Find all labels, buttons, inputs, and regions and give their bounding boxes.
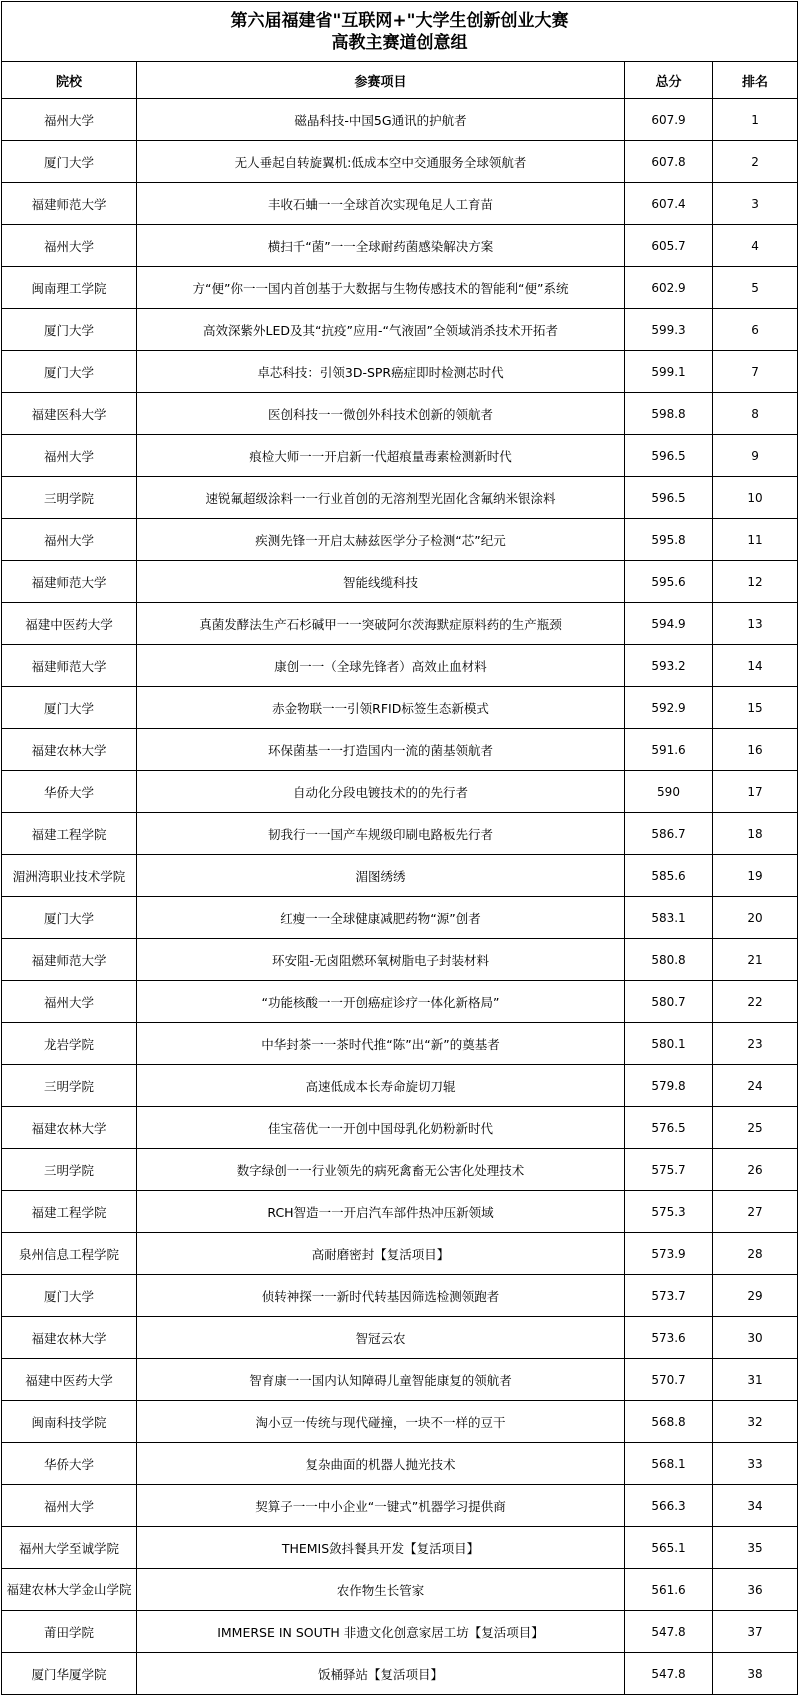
score-cell: 583.1 [625,897,713,939]
score-cell: 602.9 [625,267,713,309]
school-cell: 华侨大学 [2,1443,137,1485]
project-cell: 自动化分段电镀技术的的先行者 [137,771,625,813]
score-cell: 607.8 [625,141,713,183]
rank-cell: 21 [713,939,798,981]
school-cell: 华侨大学 [2,771,137,813]
table-row [2,939,798,981]
header-score: 总分 [625,62,713,99]
table-title [2,2,798,62]
rank-cell: 27 [713,1191,798,1233]
project-cell: RCH智造一一开启汽车部件热冲压新领域 [137,1191,625,1233]
score-cell: 599.3 [625,309,713,351]
project-cell: 高耐磨密封【复活项目】 [137,1233,625,1275]
school-cell: 厦门大学 [2,351,137,393]
rank-cell: 9 [713,435,798,477]
school-cell: 福州大学 [2,99,137,141]
rank-cell: 3 [713,183,798,225]
school-cell: 福建师范大学 [2,645,137,687]
score-cell: 573.9 [625,1233,713,1275]
table-row [2,981,798,1023]
project-cell: IMMERSE IN SOUTH 非遗文化创意家居工坊【复活项目】 [137,1611,625,1653]
score-cell: 598.8 [625,393,713,435]
project-cell: 疾测先锋一开启太赫兹医学分子检测“芯”纪元 [137,519,625,561]
project-cell: 痕检大师一一开启新一代超痕量毒素检测新时代 [137,435,625,477]
rank-cell: 19 [713,855,798,897]
rank-cell: 7 [713,351,798,393]
score-cell: 596.5 [625,435,713,477]
table-row [2,1611,798,1653]
rank-cell: 12 [713,561,798,603]
rank-cell: 18 [713,813,798,855]
project-cell: 方“便”你一一国内首创基于大数据与生物传感技术的智能利“便”系统 [137,267,625,309]
project-cell: 环安阻-无卤阻燃环氧树脂电子封装材料 [137,939,625,981]
project-cell: 丰收石蛐一一全球首次实现龟足人工育苗 [137,183,625,225]
title-line-2: 高教主赛道创意组 [331,32,468,53]
rank-cell: 2 [713,141,798,183]
school-cell: 福建农林大学金山学院 [2,1569,137,1611]
header-rank: 排名 [713,62,798,99]
project-cell: 农作物生长管家 [137,1569,625,1611]
score-cell: 570.7 [625,1359,713,1401]
project-cell: 医创科技一一微创外科技术创新的领航者 [137,393,625,435]
table-row [2,435,798,477]
score-cell: 579.8 [625,1065,713,1107]
rank-cell: 6 [713,309,798,351]
project-cell: 无人垂起自转旋翼机:低成本空中交通服务全球领航者 [137,141,625,183]
score-cell: 575.7 [625,1149,713,1191]
rank-cell: 16 [713,729,798,771]
score-cell: 599.1 [625,351,713,393]
score-cell: 547.8 [625,1611,713,1653]
header-project: 参赛项目 [137,62,625,99]
school-cell: 福建农林大学 [2,1317,137,1359]
school-cell: 福建工程学院 [2,813,137,855]
rank-cell: 31 [713,1359,798,1401]
school-cell: 厦门大学 [2,1275,137,1317]
school-cell: 莆田学院 [2,1611,137,1653]
project-cell: 高速低成本长寿命旋切刀辊 [137,1065,625,1107]
rank-cell: 25 [713,1107,798,1149]
project-cell: 高效深紫外LED及其“抗疫”应用-“气液固”全领域消杀技术开拓者 [137,309,625,351]
school-cell: 福州大学 [2,981,137,1023]
table-row [2,351,798,393]
school-cell: 厦门大学 [2,309,137,351]
title-line-1: 第六届福建省"互联网+"大学生创新创业大赛 [230,10,569,31]
project-cell: 红瘦一一全球健康减肥药物“源”创者 [137,897,625,939]
project-cell: 智能线缆科技 [137,561,625,603]
table-row [2,393,798,435]
table-row [2,603,798,645]
project-cell: 契算子一一中小企业“一键式”机器学习提供商 [137,1485,625,1527]
score-cell: 607.9 [625,99,713,141]
table-row [2,1485,798,1527]
project-cell: 速锐氟超级涂料一一行业首创的无溶剂型光固化含氟纳米银涂料 [137,477,625,519]
rank-cell: 20 [713,897,798,939]
score-cell: 590 [625,771,713,813]
project-cell: 真菌发酵法生产石杉碱甲一一突破阿尔茨海默症原料药的生产瓶颈 [137,603,625,645]
score-cell: 561.6 [625,1569,713,1611]
rank-cell: 24 [713,1065,798,1107]
score-cell: 573.7 [625,1275,713,1317]
school-cell: 厦门大学 [2,687,137,729]
score-cell: 594.9 [625,603,713,645]
score-cell: 576.5 [625,1107,713,1149]
school-cell: 湄洲湾职业技术学院 [2,855,137,897]
rank-cell: 22 [713,981,798,1023]
school-cell: 厦门华厦学院 [2,1653,137,1695]
project-cell: 康创一一（全球先锋者）高效止血材料 [137,645,625,687]
school-cell: 厦门大学 [2,897,137,939]
table-row [2,1233,798,1275]
school-cell: 福建师范大学 [2,561,137,603]
score-cell: 568.8 [625,1401,713,1443]
rank-cell: 4 [713,225,798,267]
table-row [2,645,798,687]
school-cell: 三明学院 [2,477,137,519]
rank-cell: 34 [713,1485,798,1527]
rank-cell: 33 [713,1443,798,1485]
project-cell: 智冠云农 [137,1317,625,1359]
rank-cell: 13 [713,603,798,645]
rank-cell: 26 [713,1149,798,1191]
table-row [2,183,798,225]
table-row [2,1023,798,1065]
school-cell: 福建师范大学 [2,183,137,225]
table-row [2,1317,798,1359]
school-cell: 福州大学 [2,435,137,477]
header-school: 院校 [2,62,137,99]
rank-cell: 38 [713,1653,798,1695]
table-row [2,1443,798,1485]
score-cell: 595.8 [625,519,713,561]
rank-cell: 5 [713,267,798,309]
score-cell: 580.7 [625,981,713,1023]
rank-cell: 17 [713,771,798,813]
table-row [2,855,798,897]
score-cell: 596.5 [625,477,713,519]
table-row [2,561,798,603]
rank-cell: 35 [713,1527,798,1569]
school-cell: 三明学院 [2,1149,137,1191]
project-cell: 数字绿创一一行业领先的病死禽畜无公害化处理技术 [137,1149,625,1191]
school-cell: 福州大学 [2,1485,137,1527]
table-row [2,897,798,939]
school-cell: 福建医科大学 [2,393,137,435]
project-cell: 复杂曲面的机器人抛光技术 [137,1443,625,1485]
school-cell: 龙岩学院 [2,1023,137,1065]
project-cell: 韧我行一一国产车规级印刷电路板先行者 [137,813,625,855]
table-row [2,1527,798,1569]
project-cell: 饭桶驿站【复活项目】 [137,1653,625,1695]
title-row [2,2,798,62]
table-row [2,1359,798,1401]
score-cell: 595.6 [625,561,713,603]
score-cell: 591.6 [625,729,713,771]
rank-cell: 8 [713,393,798,435]
table-row [2,225,798,267]
school-cell: 福州大学 [2,519,137,561]
score-cell: 566.3 [625,1485,713,1527]
table-row [2,813,798,855]
score-cell: 575.3 [625,1191,713,1233]
score-cell: 580.8 [625,939,713,981]
table-row [2,1065,798,1107]
rank-cell: 11 [713,519,798,561]
project-cell: THEMIS敛抖餐具开发【复活项目】 [137,1527,625,1569]
school-cell: 福建师范大学 [2,939,137,981]
rank-cell: 28 [713,1233,798,1275]
table-row [2,477,798,519]
project-cell: 中华封茶一一茶时代推“陈”出“新”的奠基者 [137,1023,625,1065]
score-cell: 605.7 [625,225,713,267]
table-row [2,1569,798,1611]
score-cell: 568.1 [625,1443,713,1485]
table-row [2,1149,798,1191]
rank-cell: 29 [713,1275,798,1317]
table-row [2,1275,798,1317]
school-cell: 福建农林大学 [2,729,137,771]
rank-cell: 32 [713,1401,798,1443]
score-cell: 565.1 [625,1527,713,1569]
rank-cell: 1 [713,99,798,141]
score-cell: 585.6 [625,855,713,897]
table-row [2,687,798,729]
table-row [2,309,798,351]
school-cell: 闽南科技学院 [2,1401,137,1443]
school-cell: 福建中医药大学 [2,603,137,645]
project-cell: “功能核酸一一开创癌症诊疗一体化新格局” [137,981,625,1023]
rank-cell: 14 [713,645,798,687]
school-cell: 闽南理工学院 [2,267,137,309]
table-row [2,99,798,141]
table-row [2,519,798,561]
school-cell: 三明学院 [2,1065,137,1107]
score-cell: 586.7 [625,813,713,855]
project-cell: 横扫千“菌”一一全球耐药菌感染解决方案 [137,225,625,267]
rank-cell: 23 [713,1023,798,1065]
project-cell: 智育康一一国内认知障碍儿童智能康复的领航者 [137,1359,625,1401]
table-row [2,141,798,183]
rank-cell: 15 [713,687,798,729]
rank-cell: 30 [713,1317,798,1359]
table-row [2,1191,798,1233]
project-cell: 侦转神探一一新时代转基因筛选检测领跑者 [137,1275,625,1317]
school-cell: 厦门大学 [2,141,137,183]
project-cell: 淘小豆一传统与现代碰撞，一块不一样的豆干 [137,1401,625,1443]
score-cell: 607.4 [625,183,713,225]
school-cell: 福建中医药大学 [2,1359,137,1401]
school-cell: 泉州信息工程学院 [2,1233,137,1275]
score-cell: 580.1 [625,1023,713,1065]
score-cell: 592.9 [625,687,713,729]
score-cell: 547.8 [625,1653,713,1695]
project-cell: 卓芯科技：引领3D-SPR癌症即时检测芯时代 [137,351,625,393]
rank-cell: 36 [713,1569,798,1611]
table-row [2,1107,798,1149]
school-cell: 福建工程学院 [2,1191,137,1233]
rank-cell: 37 [713,1611,798,1653]
school-cell: 福州大学 [2,225,137,267]
header-row [2,62,798,99]
table-row [2,267,798,309]
table-row [2,729,798,771]
school-cell: 福州大学至诚学院 [2,1527,137,1569]
table-row [2,771,798,813]
project-cell: 佳宝蓓优一一开创中国母乳化奶粉新时代 [137,1107,625,1149]
score-cell: 593.2 [625,645,713,687]
table-row [2,1401,798,1443]
project-cell: 磁晶科技-中国5G通讯的护航者 [137,99,625,141]
project-cell: 赤金物联一一引领RFID标签生态新模式 [137,687,625,729]
score-cell: 573.6 [625,1317,713,1359]
rank-cell: 10 [713,477,798,519]
table-row [2,1653,798,1695]
school-cell: 福建农林大学 [2,1107,137,1149]
results-table [1,1,798,1695]
project-cell: 环保菌基一一打造国内一流的菌基领航者 [137,729,625,771]
project-cell: 湄图绣绣 [137,855,625,897]
